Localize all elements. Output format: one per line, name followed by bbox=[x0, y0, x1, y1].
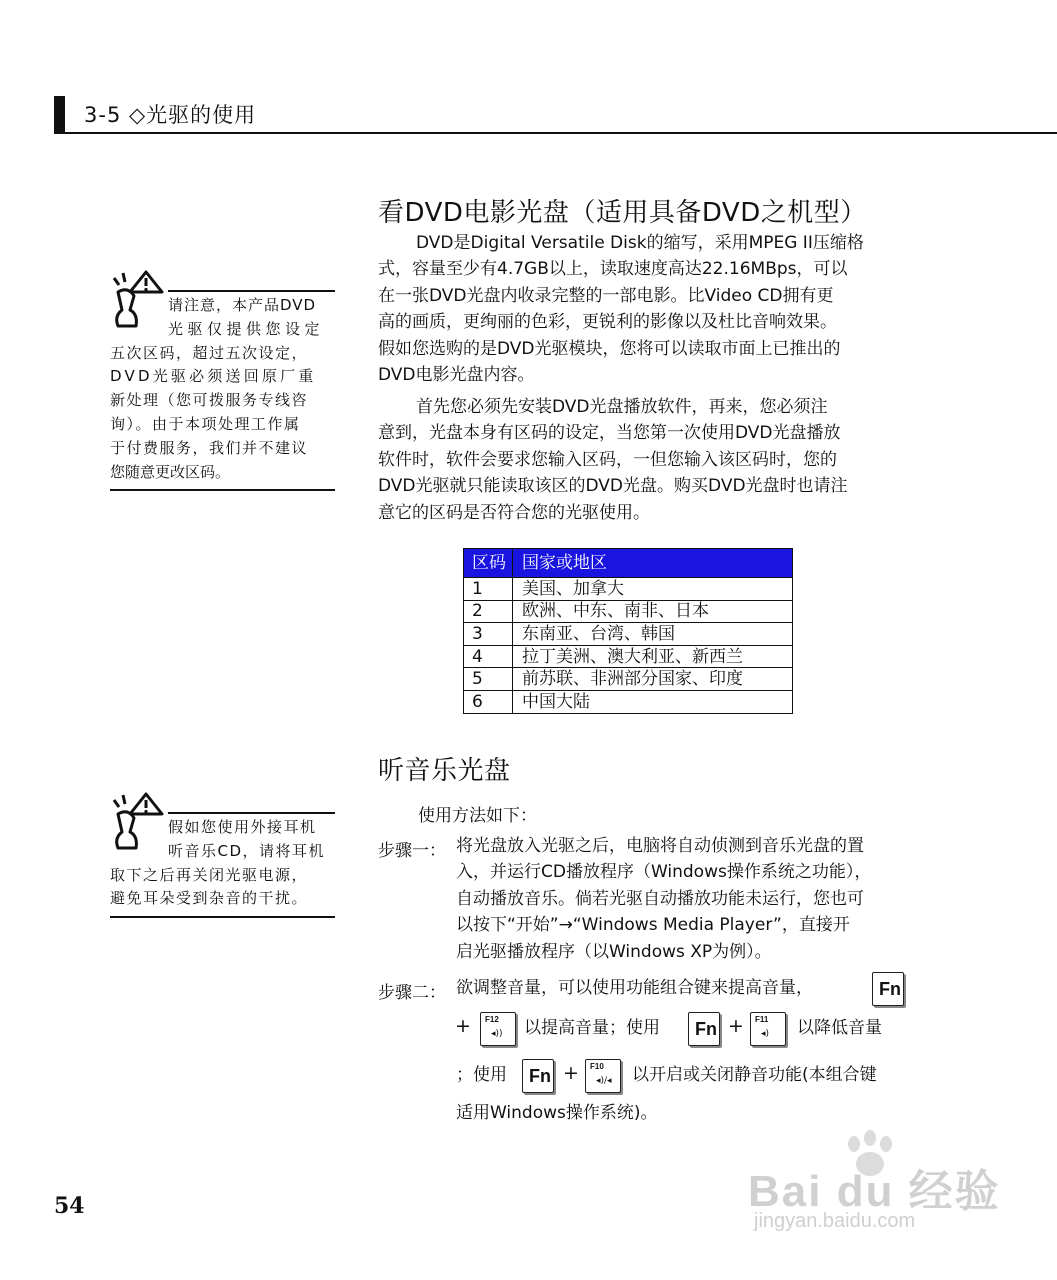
usage-intro: 使用方法如下： bbox=[418, 806, 537, 826]
para-line: DVD光驱就只能读取该区的DVD光盘。购买DVD光盘时也请注 bbox=[378, 476, 848, 497]
music-heading: 听音乐光盘 bbox=[378, 756, 511, 786]
fn-key-label: Fn bbox=[879, 979, 901, 999]
note-top-rule bbox=[168, 290, 335, 292]
watermark-brand: Bai du 经验 bbox=[748, 1167, 1001, 1216]
step-line: 以按下“开始”→“Windows Media Player”，直接开 bbox=[456, 915, 850, 936]
note-text bbox=[110, 816, 335, 911]
step2-line-2b: 以降低音量 bbox=[797, 1018, 882, 1038]
fn-key bbox=[688, 1012, 720, 1046]
volume-down-icon: ◂) bbox=[761, 1029, 770, 1039]
table-row bbox=[464, 578, 793, 601]
dvd-paragraph-1 bbox=[378, 230, 918, 388]
region-name-cell: 拉丁美洲、澳大利亚、新西兰 bbox=[513, 645, 793, 668]
mute-icon: ◂)/◂ bbox=[596, 1076, 612, 1086]
note-bottom-rule bbox=[110, 489, 335, 491]
note-line: 请注意，本产品DVD bbox=[168, 296, 317, 314]
step2-line-3a: ；使用 bbox=[456, 1065, 507, 1085]
para-line: 意到，光盘本身有区码的设定，当您第一次使用DVD光盘播放 bbox=[378, 423, 841, 444]
step2-line-2a: 以提高音量；使用 bbox=[524, 1018, 660, 1038]
f12-key-label: F12 bbox=[485, 1015, 499, 1024]
dvd-heading: 看DVD电影光盘（适用具备DVD之机型） bbox=[378, 198, 867, 228]
region-name-cell: 美国、加拿大 bbox=[513, 578, 793, 601]
step1-label: 步骤一： bbox=[378, 841, 446, 861]
note-line: 假如您使用外接耳机 bbox=[168, 818, 317, 836]
header-bar bbox=[54, 96, 65, 134]
plus-sign: + bbox=[455, 1015, 471, 1037]
note-line: 取下之后再关闭光驱电源， bbox=[110, 865, 309, 884]
col-header-code: 区码 bbox=[464, 549, 513, 578]
para-line: 式，容量至少有4.7GB以上，读取速度高达22.16MBps，可以 bbox=[378, 259, 848, 280]
baidu-watermark bbox=[748, 1130, 1001, 1240]
note-line: 避免耳朵受到杂音的干扰。 bbox=[110, 889, 309, 908]
para-line: 假如您选购的是DVD光驱模块，您将可以读取市面上已推出的 bbox=[378, 338, 841, 359]
note-line: 于付费服务，我们并不建议 bbox=[110, 438, 309, 457]
volume-up-icon: ◂)) bbox=[491, 1029, 503, 1039]
note-line: 您随意更改区码。 bbox=[110, 462, 231, 481]
step2-line-3b: 以开启或关闭静音功能(本组合键 bbox=[632, 1065, 877, 1085]
region-code-cell: 3 bbox=[464, 623, 513, 646]
f12-key bbox=[480, 1012, 516, 1046]
region-code-cell: 5 bbox=[464, 668, 513, 691]
step-line: 将光盘放入光驱之后，电脑将自动侦测到音乐光盘的置 bbox=[456, 836, 864, 856]
note-bottom-rule bbox=[110, 916, 335, 918]
note-line: 听音乐CD，请将耳机 bbox=[168, 841, 326, 860]
note-top-rule bbox=[168, 812, 335, 814]
note-line: DVD光驱必须送回原厂重 bbox=[110, 367, 317, 386]
col-header-region: 国家或地区 bbox=[513, 549, 793, 578]
table-row bbox=[464, 690, 793, 713]
step2-line-1: 欲调整音量，可以使用功能组合键来提高音量， bbox=[456, 978, 813, 998]
table-header-row bbox=[464, 549, 793, 578]
table-row bbox=[464, 668, 793, 691]
para-line: DVD是Digital Versatile Disk的缩写，采用MPEG II压缩格 bbox=[416, 233, 864, 253]
fn-key-label: Fn bbox=[695, 1019, 717, 1039]
f11-key bbox=[750, 1012, 786, 1046]
step-line: 自动播放音乐。倘若光驱自动播放功能未运行，您也可 bbox=[456, 888, 864, 909]
plus-sign: + bbox=[728, 1015, 744, 1037]
region-code-cell: 6 bbox=[464, 690, 513, 713]
header-rule bbox=[54, 132, 1057, 134]
para-line: 首先您必须先安装DVD光盘播放软件，再来，您必须注 bbox=[416, 397, 828, 417]
f11-key-label: F11 bbox=[755, 1015, 769, 1024]
fn-key bbox=[522, 1059, 554, 1093]
note-line: 五次区码，超过五次设定， bbox=[110, 343, 309, 362]
table-row bbox=[464, 600, 793, 623]
note-line: 询）。由于本项处理工作属 bbox=[110, 414, 301, 433]
para-line: 意它的区码是否符合您的光驱使用。 bbox=[378, 502, 650, 523]
region-name-cell: 东南亚、台湾、韩国 bbox=[513, 623, 793, 646]
dvd-paragraph-2 bbox=[378, 394, 918, 526]
region-name-cell: 前苏联、非洲部分国家、印度 bbox=[513, 668, 793, 691]
para-line: 高的画质，更绚丽的色彩，更锐利的影像以及杜比音响效果。 bbox=[378, 312, 837, 333]
note-line: 光驱仅提供您设定 bbox=[168, 319, 325, 338]
f10-key bbox=[585, 1059, 621, 1093]
step2-label: 步骤二： bbox=[378, 983, 446, 1003]
step1-text bbox=[456, 833, 871, 965]
plus-sign: + bbox=[563, 1062, 579, 1084]
table-row bbox=[464, 645, 793, 668]
region-code-cell: 2 bbox=[464, 600, 513, 623]
table-row bbox=[464, 623, 793, 646]
section-title: 3-5 ◇光驱的使用 bbox=[84, 103, 257, 127]
page-number: 54 bbox=[54, 1193, 85, 1219]
note-text bbox=[110, 294, 335, 484]
f10-key-label: F10 bbox=[590, 1062, 604, 1071]
watermark-url: jingyan.baidu.com bbox=[754, 1210, 916, 1232]
fn-key-label: Fn bbox=[529, 1066, 551, 1086]
region-name-cell: 中国大陆 bbox=[513, 690, 793, 713]
step2-line-4: 适用Windows操作系统)。 bbox=[456, 1103, 658, 1123]
region-name-cell: 欧洲、中东、南非、日本 bbox=[513, 600, 793, 623]
step-line: 入，并运行CD播放程序（Windows操作系统之功能）， bbox=[456, 862, 872, 883]
region-code-table bbox=[463, 548, 793, 714]
region-code-cell: 4 bbox=[464, 645, 513, 668]
para-line: 在一张DVD光盘内收录完整的一部电影。比Video CD拥有更 bbox=[378, 285, 834, 306]
step-line: 启光驱播放程序（以Windows XP为例）。 bbox=[456, 941, 772, 962]
para-line: DVD电影光盘内容。 bbox=[378, 365, 535, 386]
note-line: 新处理（您可拨服务专线咨 bbox=[110, 391, 309, 410]
region-code-cell: 1 bbox=[464, 578, 513, 601]
para-line: 软件时，软件会要求您输入区码，一但您输入该区码时，您的 bbox=[378, 449, 837, 470]
fn-key bbox=[872, 972, 904, 1006]
